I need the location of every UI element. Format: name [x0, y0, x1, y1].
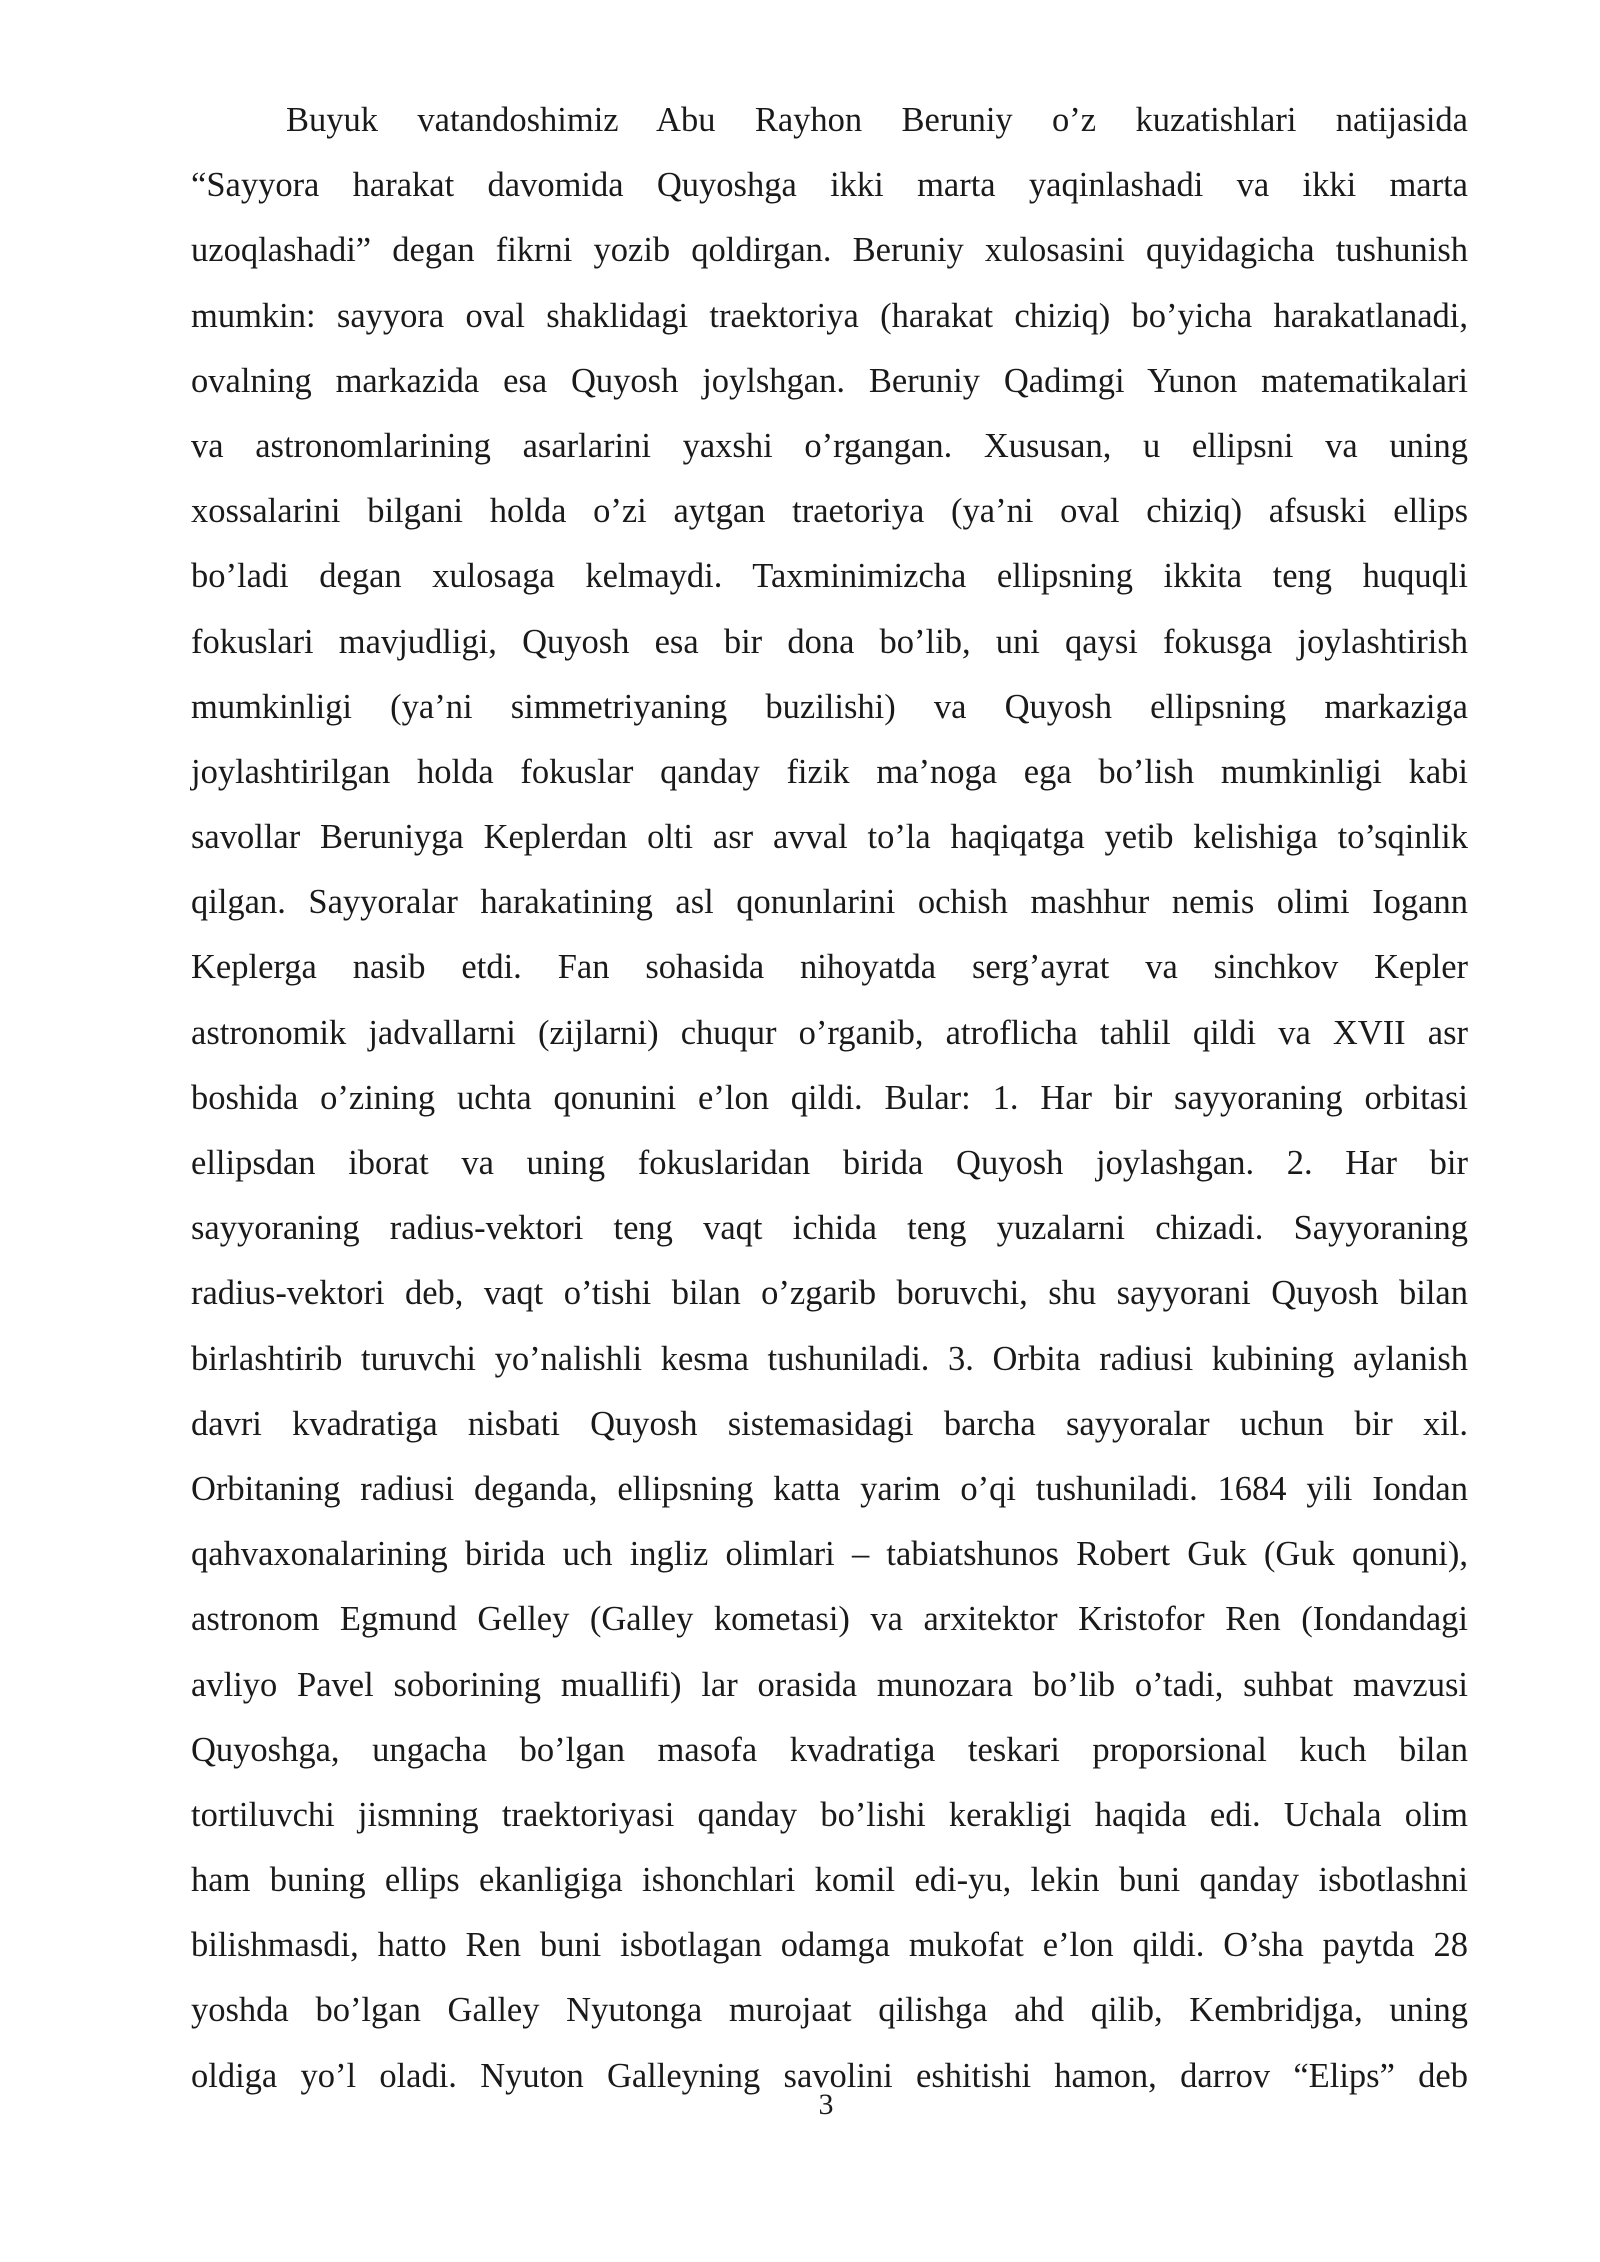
text-line: mumkinligi (ya’ni simmetriyaning buzilishi) va Quyosh ellipsning markaziga — [191, 687, 1468, 726]
text-line: Quyoshga, ungacha bo’lgan masofa kvadratiga teskari proporsional kuch bilan — [191, 1730, 1468, 1769]
page-number: 3 — [818, 2088, 834, 2121]
text-line: yoshda bo’lgan Galley Nyutonga murojaat qilishga ahd qilib, Kembridjga, uning — [191, 1991, 1468, 2030]
text-line: tortiluvchi jismning traektoriyasi qanday bo’lishi kerakligi haqida edi. Uchala olim — [191, 1795, 1468, 1834]
text-line: astronom Egmund Gelley (Galley kometasi) va arxitektor Kristofor Ren (Iondandagi — [191, 1600, 1468, 1639]
text-line: xossalarini bilgani holda o’zi aytgan traetoriya (ya’ni oval chiziq) afsuski ellips — [191, 492, 1468, 531]
text-line: ellipsdan iborat va uning fokuslaridan birida Quyosh joylashgan. 2. Har bir — [191, 1144, 1468, 1182]
text-line: bilishmasdi, hatto Ren buni isbotlagan odamga mukofat e’lon qildi. O’sha paytda 28 — [191, 1926, 1468, 1965]
body-paragraph — [191, 88, 1468, 2109]
text-line: ham buning ellips ekanligiga ishonchlari komil edi-yu, lekin buni qanday isbotlashni — [191, 1861, 1468, 1900]
text-line: boshida o’zining uchta qonunini e’lon qildi. Bular: 1. Har bir sayyoraning orbitasi — [191, 1078, 1468, 1117]
text-line: ovalning markazida esa Quyosh joylshgan. Beruniy Qadimgi Yunon matematikalari — [191, 361, 1468, 400]
text-line: va astronomlarining asarlarini yaxshi o’rgangan. Xususan, u ellipsni va uning — [191, 426, 1468, 465]
text-line: qilgan. Sayyoralar harakatining asl qonunlarini ochish mashhur nemis olimi Iogann — [191, 883, 1468, 922]
text-line: davri kvadratiga nisbati Quyosh sistemasidagi barcha sayyoralar uchun bir xil. — [191, 1404, 1468, 1443]
text-line: qahvaxonalarining birida uch ingliz olimlari – tabiatshunos Robert Guk (Guk qonuni), — [191, 1535, 1468, 1574]
text-line: birlashtirib turuvchi yo’nalishli kesma tushuniladi. 3. Orbita radiusi kubining aylanish — [191, 1339, 1468, 1378]
text-line: sayyoraning radius-vektori teng vaqt ichida teng yuzalarni chizadi. Sayyoraning — [191, 1209, 1468, 1248]
text-line: Buyuk vatandoshimiz Abu Rayhon Beruniy o’z kuzatishlari natijasida — [286, 101, 1468, 139]
text-line: savollar Beruniyga Keplerdan olti asr avval to’la haqiqatga yetib kelishiga to’sqinlik — [191, 818, 1468, 857]
text-line: Keplerga nasib etdi. Fan sohasida nihoyatda serg’ayrat va sinchkov Kepler — [191, 948, 1468, 987]
text-line: joylashtirilgan holda fokuslar qanday fizik ma’noga ega bo’lish mumkinligi kabi — [191, 752, 1468, 791]
text-line: “Sayyora harakat davomida Quyoshga ikki marta yaqinlashadi va ikki marta — [191, 166, 1468, 205]
text-line: bo’ladi degan xulosaga kelmaydi. Taxminimizcha ellipsning ikkita teng huquqli — [191, 557, 1468, 596]
text-line: uzoqlashadi” degan fikrni yozib qoldirgan. Beruniy xulosasini quyidagicha tushunish — [191, 231, 1468, 270]
text-line: mumkin: sayyora oval shaklidagi traektoriya (harakat chiziq) bo’yicha harakatlanadi, — [191, 296, 1468, 335]
text-line: astronomik jadvallarni (zijlarni) chuqur o’rganib, atroflicha tahlil qildi va XVII asr — [191, 1013, 1468, 1052]
text-line: Orbitaning radiusi deganda, ellipsning katta yarim o’qi tushuniladi. 1684 yili Iondan — [191, 1469, 1468, 1508]
text-line: fokuslari mavjudligi, Quyosh esa bir dona bo’lib, uni qaysi fokusga joylashtirish — [191, 622, 1468, 661]
text-line: avliyo Pavel soborining muallifi) lar orasida munozara bo’lib o’tadi, suhbat mavzusi — [191, 1665, 1468, 1704]
text-line: oldiga yo’l oladi. Nyuton Galleyning savolini eshitishi hamon, darrov “Elips” deb — [191, 2056, 1468, 2095]
text-line: radius-vektori deb, vaqt o’tishi bilan o’zgarib boruvchi, shu sayyorani Quyosh bilan — [191, 1274, 1468, 1313]
